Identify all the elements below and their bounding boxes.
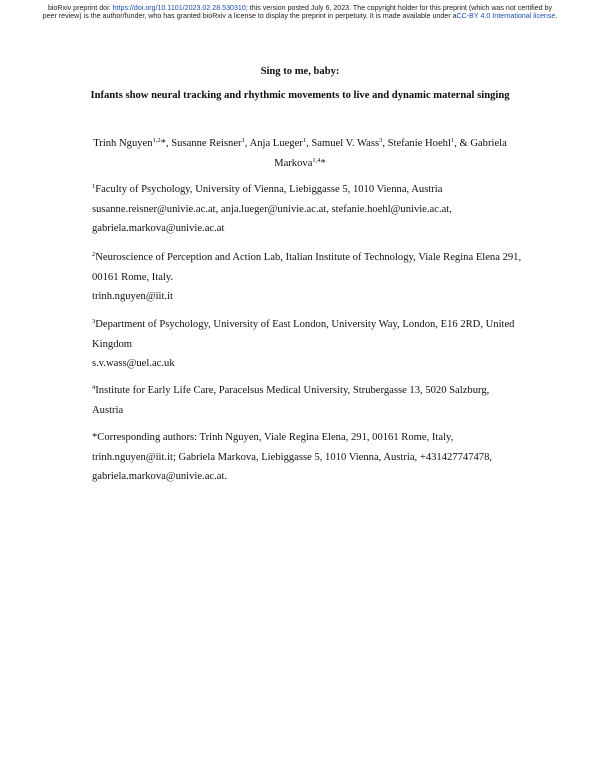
author-separator: , xyxy=(244,138,250,149)
author-separator: , xyxy=(306,138,312,149)
author-affiliation-mark: 1 xyxy=(302,137,307,144)
author-separator: * xyxy=(320,157,326,169)
affiliation-emails: susanne.reisner@univie.ac.at, anja.lueger@univie.ac.at, stefanie.hoehl@univie.ac.at, gabriela.markova@univie.ac.at xyxy=(92,203,452,235)
author-name: Susanne Reisner xyxy=(171,138,242,149)
affiliation-text: Department of Psychology, University of East London, University Way, London, E16 2RD, United Kingdom xyxy=(92,319,515,350)
author-list xyxy=(70,134,530,173)
affiliation-1 xyxy=(92,180,522,239)
affiliation-text: Institute for Early Life Care, Paracelsus Medical University, Strubergasse 13, 5020 Salzburg, Austria xyxy=(92,385,490,416)
affiliation-number: 2 xyxy=(92,251,96,258)
author-affiliation-mark: 1,4 xyxy=(312,156,321,164)
author-name: Anja Lueger xyxy=(249,138,303,149)
affiliation-3 xyxy=(92,315,522,374)
affiliation-text: Neuroscience of Perception and Action Lab, Italian Institute of Technology, Viale Regina Elena 291, 00161 Rome, Italy. xyxy=(92,252,522,283)
author-affiliation-mark: 1,2 xyxy=(152,137,161,144)
author-name: Stefanie Hoehl xyxy=(387,138,451,149)
affiliation-number: 4 xyxy=(92,384,96,391)
affiliation-emails: trinh.nguyen@iit.it xyxy=(92,291,173,303)
author-affiliation-mark: 3 xyxy=(379,137,383,144)
preprint-prefix: bioRxiv preprint doi: xyxy=(47,4,113,12)
author-name: Trinh Nguyen xyxy=(93,138,153,149)
preprint-notice xyxy=(40,4,560,21)
title-line-2: Infants show neural tracking and rhythmic movements to live and dynamic maternal singing xyxy=(90,90,510,101)
affiliation-text: Faculty of Psychology, University of Vienna, Liebiggasse 5, 1010 Vienna, Austria xyxy=(95,184,443,195)
affiliation-number: 3 xyxy=(92,318,96,325)
preprint-middle: ; this version posted July 6, 2023. The copyright holder for this preprint (which was not certified by peer review) is the author/funder, who has granted bioRxiv a license to display the preprint in perpetuity. It is made available under a xyxy=(42,4,553,21)
affiliation-4 xyxy=(92,381,522,420)
author-name: Samuel V. Wass xyxy=(311,138,380,149)
author-name: Gabriela Markova xyxy=(274,138,507,169)
author-affiliation-mark: 1 xyxy=(241,137,245,144)
affiliation-number: 1 xyxy=(92,183,96,190)
corresponding-authors: *Corresponding authors: Trinh Nguyen, Viale Regina Elena, 291, 00161 Rome, Italy, trinh.nguyen@iit.it; Gabriela Markova, Liebiggasse 5, 1010 Vienna, Austria, +431427747478, gabriela.markova@univie.ac.at. xyxy=(92,432,493,483)
title-line-1: Sing to me, baby: xyxy=(260,66,340,77)
author-affiliation-mark: 1 xyxy=(450,137,455,144)
license-link[interactable]: CC-BY 4.0 International license xyxy=(456,12,556,21)
preprint-suffix: . xyxy=(555,12,558,21)
affiliation-2 xyxy=(92,248,522,307)
author-separator: , & xyxy=(454,138,471,149)
affiliation-emails: s.v.wass@uel.ac.uk xyxy=(92,358,175,370)
author-separator: *, xyxy=(160,138,172,149)
doi-link[interactable]: https://doi.org/10.1101/2023.02.28.530310 xyxy=(112,4,246,12)
author-separator: , xyxy=(382,138,388,149)
